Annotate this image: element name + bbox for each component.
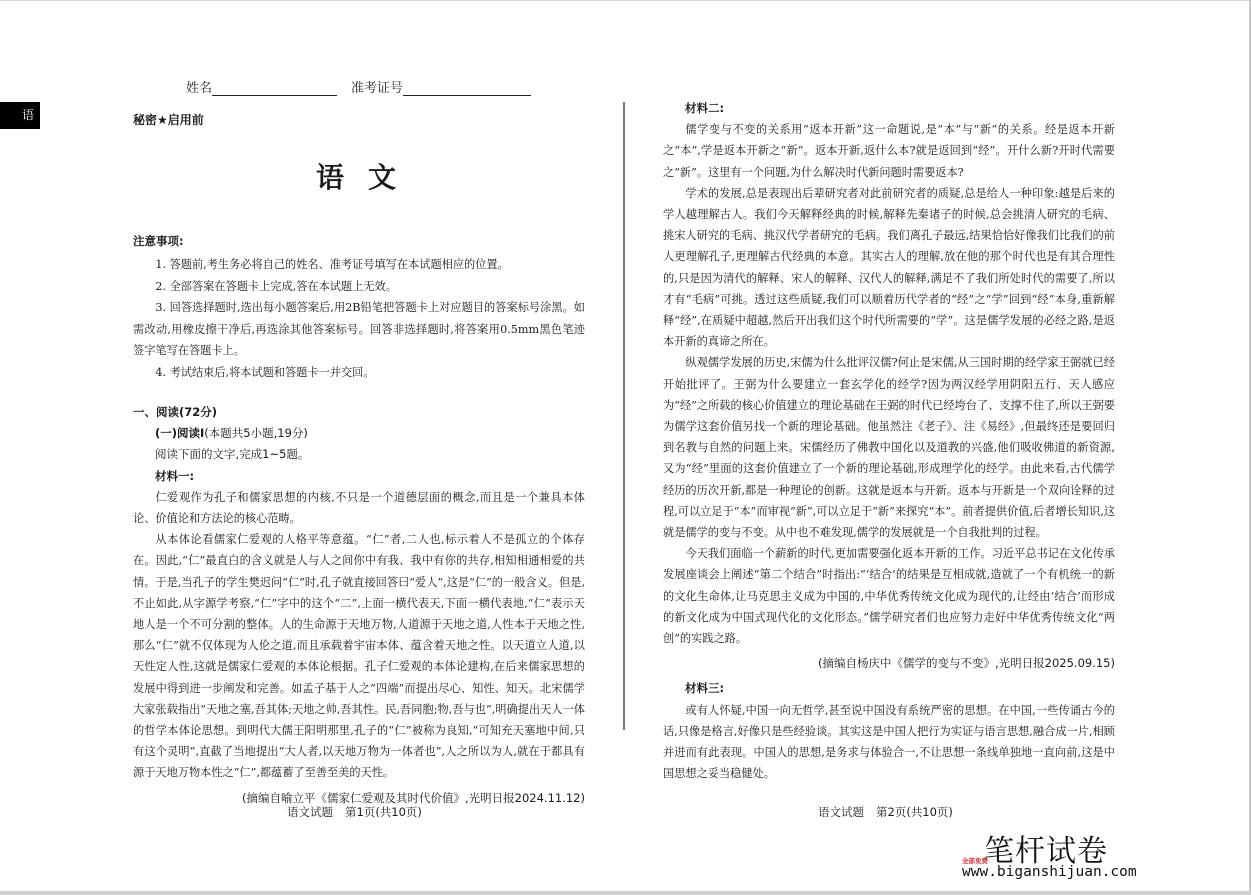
page-bottom-edge xyxy=(0,891,1251,895)
material2-paragraph: 儒学变与不变的关系用“返本开新”这一命题说,是“本”与“新”的关系。经是返本开新之“本”,学是返本开新之“新”。返本开新,返什么本?就是返回到“经”。开什么新?开时代需要之“新”。这里有一个问题,为什么解决时代新问题时需要返本? xyxy=(663,123,1115,179)
sub-heading-bold: (一)阅读Ⅰ xyxy=(155,426,205,441)
exam-id-label: 准考证号 xyxy=(351,81,404,96)
name-label: 姓名 xyxy=(186,81,213,96)
watermark-free-tag: 全部免费 xyxy=(962,857,988,865)
material1-source: (摘编自喻立平《儒家仁爱观及其时代价值》,光明日报2024.11.12) xyxy=(242,790,585,805)
page-title: 语文 xyxy=(316,161,421,194)
material1-paragraph: 仁爱观作为孔子和儒家思想的内核,不只是一个道德层面的概念,而且是一个兼具本体论、价值论和方法论的核心范畴。 xyxy=(133,490,585,526)
watermark-logo xyxy=(960,826,1137,886)
material2-paragraph: 学术的发展,总是表现出后辈研究者对此前研究者的质疑,总是给人一种印象:越是后来的学人越理解古人。我们今天解释经典的时候,解释先秦诸子的时候,总会挑清人研究的毛病、挑宋人研究的毛病、挑汉代学者研究的毛病。我们离孔子最远,结果恰恰好像我们比我们的前人更理解孔子,更理解古代经典的本意。其实古人的理解,放在他的那个时代也是有其合理性的,只是因为清代的解释、宋人的解释、汉代人的解释,满足不了我们所处时代的需要了,所以才有“毛病”可挑。透过这些质疑,我们可以顺着历代学者的“经”之“学”回到“经”本身,重新解释“经”,在质疑中超越,然后开出我们这个时代所需要的“学”。这是儒学发展的必经之路,是返本开新的真谛之所在。 xyxy=(663,186,1115,349)
notes-heading: 注意事项: xyxy=(133,234,184,248)
note-item: 2. 全部答案在答题卡上完成,答在本试题上无效。 xyxy=(155,279,397,293)
left-column-reading xyxy=(133,402,585,809)
column-divider xyxy=(623,102,625,730)
name-blank xyxy=(212,81,337,96)
note-item: 3. 回答选择题时,选出每小题答案后,用2B铅笔把答题卡上对应题目的答案标号涂黑。如需改动,用橡皮擦干净后,再选涂其他答案标号。回答非选择题时,将答案用0.5mm黑色笔迹签字笔写在答题卡上。 xyxy=(133,301,585,357)
secret-label: 秘密★启用前 xyxy=(133,113,204,127)
sub-heading-rest: (本题共5小题,19分) xyxy=(204,426,308,441)
material1-paragraph: 从本体论看儒家仁爱观的人格平等意蕴。“仁”者,二人也,标示着人不是孤立的个体存在。因此,“仁”最直白的含义就是人与人之间你中有我、我中有你的共存,相知相通相爱的共情。于是,当孔子的学生樊迟问“仁”时,孔子就直接回答曰“爱人”,这是“仁”的一般含义。但是,不止如此,从字源学考察,“仁”字中的这个“二”,上面一横代表天,下面一横代表地,“仁”表示天地人是一个不可分割的整体。人的生命源于天地万物,人道源于天地之道,人性本于天地之性,那么“仁”就不仅体现为人伦之道,而且承载着宇宙本体、蕴含着天地之性。以天道立人道,以天性定人性,这就是儒家仁爱观的本体论根据。孔子仁爱观的本体论建构,在后来儒家思想的发展中得到进一步阐发和完善。如孟子基于人之“四端”而提出尽心、知性、知天。北宋儒学大家张载指出“天地之塞,吾其体;天地之帅,吾其性。民,吾同胞;物,吾与也”,明确提出天人一体的哲学本体论思想。到明代大儒王阳明那里,孔子的“仁”被称为良知,“可知充天塞地中间,只有这个灵明”,直截了当地提出“大人者,以天地万物为一体者也”,人之所以为人,就在于都具有源于天地万物本性之“仁”,都蕴蓄了至善至美的天性。 xyxy=(133,533,585,780)
page-top-edge xyxy=(0,0,1251,1)
material2-paragraph: 今天我们面临一个薪新的时代,更加需要强化返本开新的工作。习近平总书记在文化传承发展座谈会上阐述“第二个结合”时指出:“‘结合’的结果是互相成就,造就了一个有机统一的新的文化生命体,让马克思主义成为中国的,中华优秀传统文化成为现代的,让经由‘结合’而形成的新文化成为中国式现代化的文化形态。”儒学研究者们也应努力走好中华优秀传统文化“两创”的实践之路。 xyxy=(663,547,1115,646)
subject-side-tab: 语 xyxy=(0,102,40,129)
material2-heading: 材料二: xyxy=(685,101,725,115)
material2-source: (摘编自杨庆中《儒学的变与不变》,光明日报2025.09.15) xyxy=(818,656,1115,671)
sub-section-heading xyxy=(155,423,585,444)
note-item: 4. 考试结束后,将本试题和答题卡一并交回。 xyxy=(155,365,375,379)
material2-paragraph: 纵观儒学发展的历史,宋儒为什么批评汉儒?何止是宋儒,从三国时期的经学家王弼就已经开始批评了。王弼为什么要建立一套玄学化的经学?因为两汉经学用阴阳五行、天人感应为“经”之所载的核心价值建立的理论基础在王弼的时代已经垮台了、支撑不住了,所以王弼要为儒学这套价值另找一个新的理论基础。他虽然注《老子》、注《易经》,但最终还是要回归到名教与自然的问题上来。宋儒经历了佛教中国化以及道教的兴盛,他们吸收佛道的新资源,又为“经”里面的这套价值建立了一个新的理论基础,形成理学化的经学。由此来看,古代儒学经历的历次开新,都是一种理论的创新。这就是返本与开新。返本与开新是一个双向诠释的过程,可以立足于“本”而审视“新”,可以立足于“新”来探究“本”。前者提供价值,后者增长知识,这就是儒学的变与不变。从中也不难发现,儒学的发展就是一个自我批判的过程。 xyxy=(663,356,1115,540)
right-column-reading xyxy=(663,98,1115,785)
page2-footer xyxy=(818,804,953,820)
note-item: 1. 答题前,考生务必将自己的姓名、准考证号填写在本试题相应的位置。 xyxy=(155,258,509,271)
page1-footer xyxy=(287,804,422,820)
watermark-url: www.biganshijuan.com xyxy=(962,864,1137,880)
footer-subject: 语文试题 xyxy=(818,805,864,819)
section-heading: 一、阅读(72分) xyxy=(133,405,218,419)
reading-instruction: 阅读下面的文字,完成1~5题。 xyxy=(155,447,310,462)
material3-heading: 材料三: xyxy=(685,681,725,696)
notes-list xyxy=(133,254,585,383)
exam-id-blank xyxy=(403,81,531,96)
candidate-info-row xyxy=(186,77,531,96)
footer-page-number: 第2页(共10页) xyxy=(876,805,953,819)
footer-subject: 语文试题 xyxy=(287,805,333,819)
material1-heading: 材料一: xyxy=(155,468,195,483)
footer-page-number: 第1页(共10页) xyxy=(345,805,422,819)
material3-paragraph: 或有人怀疑,中国一向无哲学,甚至说中国没有系统严密的思想。在中国,一些传诵古今的话,只像是格言,好像只是些经验谈。其实这是中国人把行为实证与语言思想,融合成一片,相顾并进而有此表现。中国人的思想,是务求与体验合一,不让思想一条线单独地一直向前,这是中国思想之妥当稳健处。 xyxy=(663,703,1115,781)
watermark-brand: 笔杆试卷 xyxy=(984,834,1108,869)
